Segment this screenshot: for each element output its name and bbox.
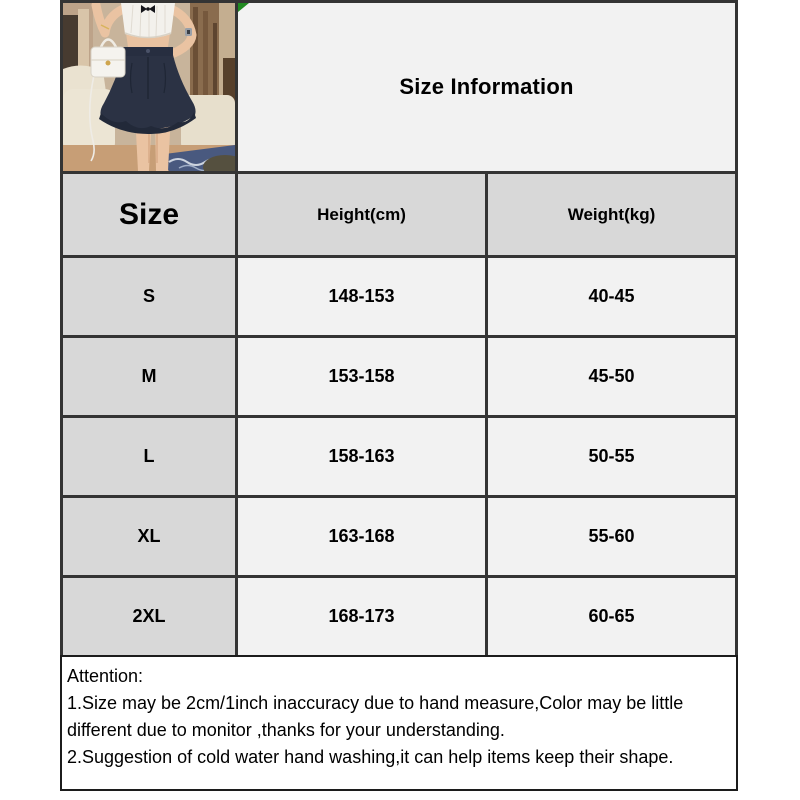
attention-line: different due to monitor ,thanks for your understanding. [67,720,505,740]
column-header-size: Size [62,173,237,257]
weight-cell: 60-65 [487,577,737,657]
weight-cell: 50-55 [487,417,737,497]
weight-cell: 40-45 [487,257,737,337]
table-row [62,497,737,577]
height-cell: 158-163 [237,417,487,497]
green-corner-marker-icon [238,3,249,12]
table-row [62,337,737,417]
attention-line: 2.Suggestion of cold water hand washing,it can help items keep their shape. [67,747,674,767]
height-cell: 163-168 [237,497,487,577]
size-cell: M [62,337,237,417]
height-cell: 168-173 [237,577,487,657]
page-title: Size Information [399,74,574,99]
column-header-height: Height(cm) [237,173,487,257]
attention-box [60,655,738,791]
size-chart-table [60,0,738,658]
height-cell: 148-153 [237,257,487,337]
table-row [62,417,737,497]
size-cell: S [62,257,237,337]
attention-line: 1.Size may be 2cm/1inch inaccuracy due to hand measure,Color may be little [67,693,684,713]
product-photo-illustration [63,3,235,171]
column-header-row [62,173,737,257]
column-header-weight: Weight(kg) [487,173,737,257]
weight-cell: 55-60 [487,497,737,577]
size-cell: XL [62,497,237,577]
table-row [62,577,737,657]
height-cell: 153-158 [237,337,487,417]
image-title-row [62,2,737,173]
table-row [62,257,737,337]
size-chart-sheet [60,0,738,791]
attention-heading: Attention: [67,666,144,686]
size-cell: L [62,417,237,497]
weight-cell: 45-50 [487,337,737,417]
size-information-header-cell [237,2,737,173]
product-photo [62,2,237,173]
size-cell: 2XL [62,577,237,657]
